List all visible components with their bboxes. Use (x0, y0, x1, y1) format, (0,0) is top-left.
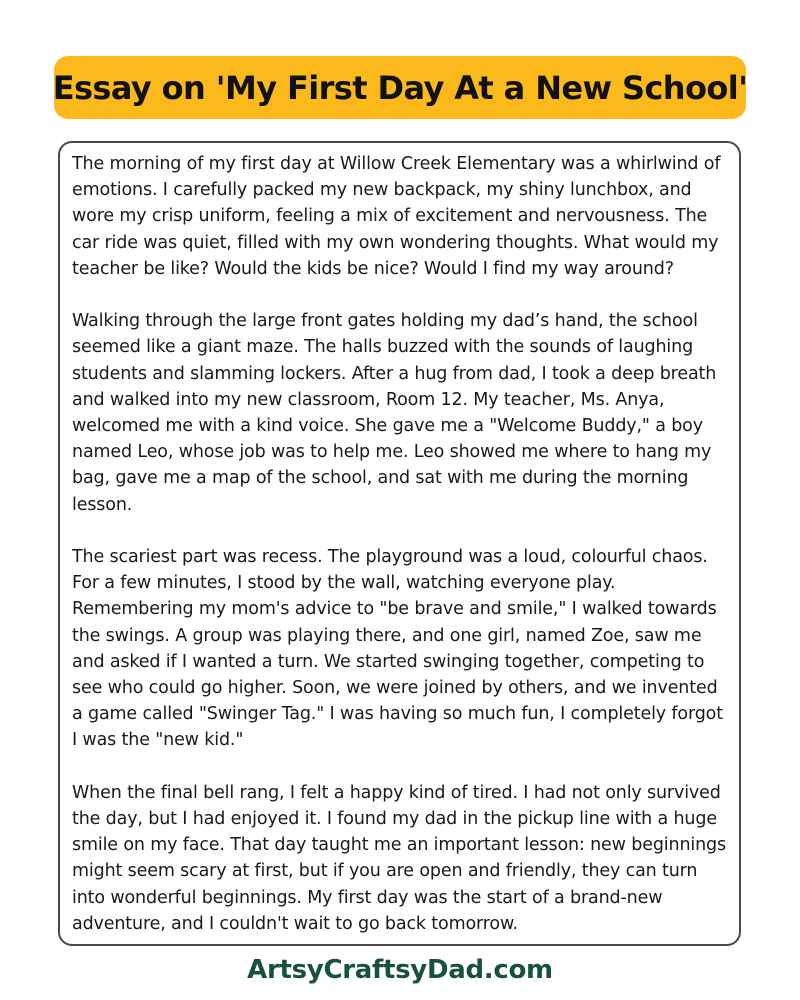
essay-paragraph-4: When the final bell rang, I felt a happy kind of tired. I had not only survived the day, but I had enjoyed it. I found my dad in the pickup line with a huge smile on my face. That day taught me an important lesson: new beginnings might seem scary at first, but if you are open and friendly, they can turn into wonderful beginnings. My first day was the start of a brand-new adventure, and I couldn't wait to go back tomorrow. (72, 782, 726, 934)
essay-paragraph-1: The morning of my first day at Willow Creek Elementary was a whirlwind of emotions. I carefully packed my new backpack, my shiny lunchbox, and wore my crisp uniform, feeling a mix of excitement and nervousness. The car ride was quiet, filled with my own wondering thoughts. What would my teacher be like? Would the kids be nice? Would I find my way around? (72, 154, 721, 279)
essay-box (58, 141, 741, 946)
site-footer: ArtsyCraftsyDad.com (247, 955, 553, 985)
essay-paragraph-2: Walking through the large front gates holding my dad’s hand, the school seemed like a giant maze. The halls buzzed with the sounds of laughing students and slamming lockers. After a hug from dad, I took a deep breath and walked into my new classroom, Room 12. My teacher, Ms. Anya, welcomed me with a kind voice. She gave me a "Welcome Buddy," a boy named Leo, whose job was to help me. Leo showed me where to hang my bag, gave me a map of the school, and sat with me during the morning lesson. (72, 311, 717, 515)
title-banner (54, 56, 746, 119)
essay-paragraph-3: The scariest part was recess. The playground was a loud, colourful chaos. For a few minutes, I stood by the wall, watching everyone play. Remembering my mom's advice to "be brave and smile," I walked towards the swings. A group was playing there, and one girl, named Zoe, saw me and asked if I wanted a turn. We started swinging together, competing to see who could go higher. Soon, we were joined by others, and we invented a game called "Swinger Tag." I was having so much fun, I completely forgot I was the "new kid." (72, 547, 723, 751)
page-title: Essay on 'My First Day At a New School' (52, 68, 748, 107)
